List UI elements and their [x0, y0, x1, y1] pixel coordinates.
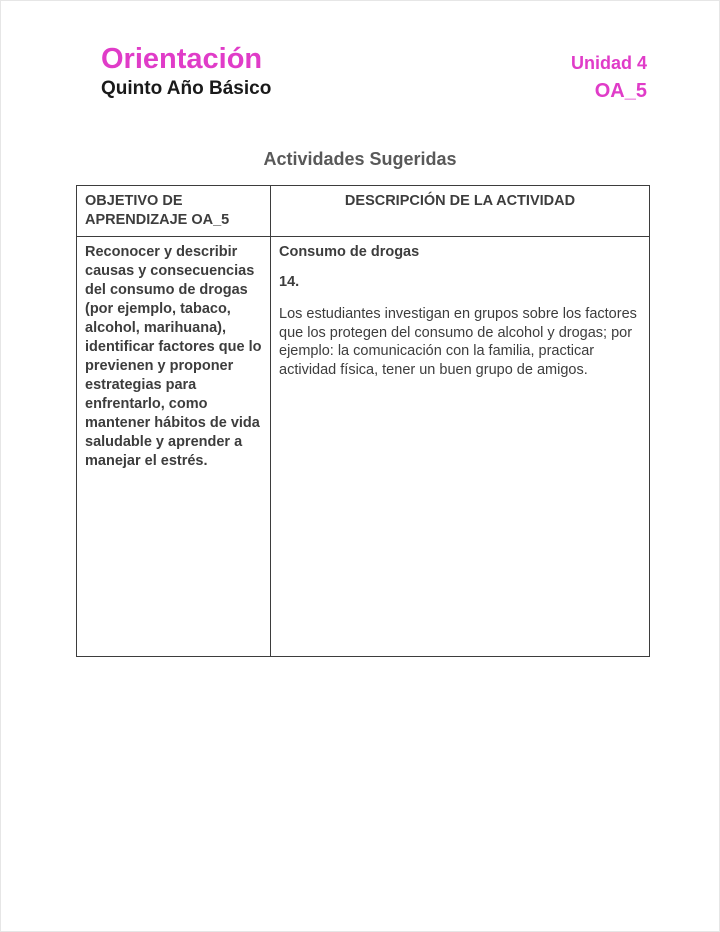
activity-description: Los estudiantes investigan en grupos sobre los factores que los protegen del consumo de alcohol y drogas; por ejemplo: la comunicación con la familia, practicar actividad física, tener un buen grupo de amigos.: [279, 306, 637, 378]
grade-subtitle: Quinto Año Básico: [101, 78, 272, 99]
unit-label: Unidad 4: [570, 53, 647, 73]
activity-number: 14.: [279, 274, 300, 290]
table-header-row: [77, 186, 650, 237]
activity-topic: Consumo de drogas: [279, 244, 420, 260]
column-header-objective: OBJETIVO DE APRENDIZAJE OA_5: [77, 186, 271, 237]
oa-label: OA_5: [594, 80, 647, 102]
header-left: [101, 43, 271, 100]
objective-cell: Reconocer y describir causas y consecuencias del consumo de drogas (por ejemplo, tabaco, alcohol, marihuana), identificar factores que lo previenen y proponer estrategias para enfrentarlo, como mantener hábitos de vida saludable y aprender a manejar el estrés.: [77, 237, 271, 657]
table-row: [77, 237, 650, 657]
subject-title: Orientación: [101, 43, 263, 75]
activity-cell: [271, 237, 650, 657]
header-right: [571, 53, 647, 103]
section-title: Actividades Sugeridas: [263, 149, 457, 169]
column-header-description: DESCRIPCIÓN DE LA ACTIVIDAD: [271, 186, 650, 237]
activities-table: [76, 185, 650, 657]
